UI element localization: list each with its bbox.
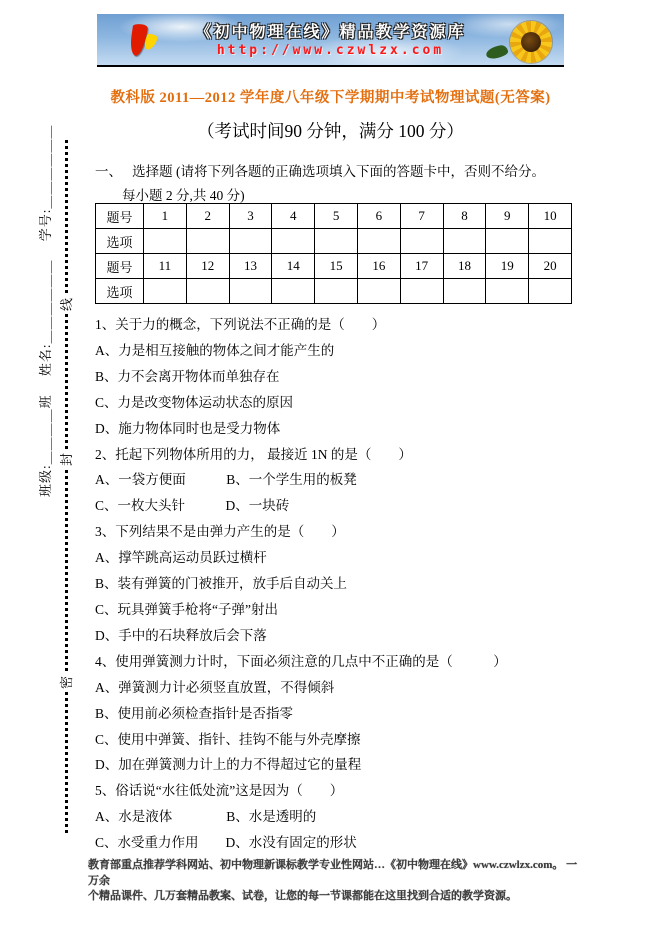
answer-cell-empty xyxy=(229,279,272,304)
question-number-cell: 13 xyxy=(229,254,272,279)
question-4 xyxy=(95,649,580,779)
question-option: D、手中的石块释放后会下落 xyxy=(95,627,267,643)
answer-cell-empty xyxy=(400,279,443,304)
table-row-numbers-11-20 xyxy=(96,254,572,279)
answer-cell-empty xyxy=(357,229,400,254)
row-header-option: 选项 xyxy=(96,279,144,304)
question-number-cell: 10 xyxy=(529,204,572,229)
question-option: C、水受重力作用 D、水没有固定的形状 xyxy=(95,835,357,851)
question-number-cell: 16 xyxy=(357,254,400,279)
question-stem: 5、俗话说“水往低处流”这是因为（ ） xyxy=(95,783,344,799)
answer-card-table xyxy=(95,203,572,304)
seal-char-feng: 封 xyxy=(57,450,76,469)
answer-cell-empty xyxy=(486,279,529,304)
row-header-option: 选项 xyxy=(96,229,144,254)
question-number-cell: 2 xyxy=(186,204,229,229)
seal-char-mi: 密 xyxy=(57,673,76,692)
answer-cell-empty xyxy=(272,279,315,304)
question-option: C、使用中弹簧、指针、挂钩不能与外壳摩擦 xyxy=(95,731,361,747)
row-header-number: 题号 xyxy=(96,204,144,229)
answer-cell-empty xyxy=(357,279,400,304)
sunflower-icon xyxy=(510,21,552,63)
question-2 xyxy=(95,442,580,520)
answer-cell-empty xyxy=(529,229,572,254)
question-number-cell: 12 xyxy=(186,254,229,279)
question-option: B、力不会离开物体而单独存在 xyxy=(95,368,280,384)
banner-site-url-link[interactable]: http://www.czwlzx.com xyxy=(216,43,445,58)
question-option: A、力是相互接触的物体之间才能产生的 xyxy=(95,342,335,358)
section-heading-line1: 一、 选择题 (请将下列各题的正确选项填入下面的答题卡中，否则不给分。 xyxy=(95,164,545,179)
question-option: C、一枚大头针 D、一块砖 xyxy=(95,498,290,514)
question-number-cell: 18 xyxy=(443,254,486,279)
answer-cell-empty xyxy=(144,279,187,304)
question-number-cell: 19 xyxy=(486,254,529,279)
answer-cell-empty xyxy=(186,229,229,254)
question-number-cell: 4 xyxy=(272,204,315,229)
footer-line-2: 个精品课件、几万套精品教案、试卷，让您的每一节课都能在这里找到合适的教学资源。 xyxy=(88,890,517,902)
site-banner xyxy=(97,14,564,67)
question-option: C、玩具弹簧手枪将“子弹”射出 xyxy=(95,601,278,617)
table-row-numbers-1-10 xyxy=(96,204,572,229)
seal-char-xian: 线 xyxy=(57,295,76,314)
question-number-cell: 15 xyxy=(315,254,358,279)
question-option: D、施力物体同时也是受力物体 xyxy=(95,420,281,436)
question-1 xyxy=(95,312,580,442)
question-number-cell: 14 xyxy=(272,254,315,279)
question-number-cell: 20 xyxy=(529,254,572,279)
answer-cell-empty xyxy=(272,229,315,254)
question-number-cell: 1 xyxy=(144,204,187,229)
question-number-cell: 11 xyxy=(144,254,187,279)
question-option: C、力是改变物体运动状态的原因 xyxy=(95,394,294,410)
question-option: A、一袋方便面 B、一个学生用的板凳 xyxy=(95,472,357,488)
question-option: D、加在弹簧测力计上的力不得超过它的量程 xyxy=(95,757,362,773)
answer-cell-empty xyxy=(529,279,572,304)
question-number-cell: 6 xyxy=(357,204,400,229)
question-3 xyxy=(95,519,580,649)
question-number-cell: 5 xyxy=(315,204,358,229)
question-5 xyxy=(95,778,580,856)
question-list xyxy=(95,312,580,856)
seal-dotted-line xyxy=(65,140,68,833)
page-subtitle: （考试时间90 分钟，满分 100 分） xyxy=(197,121,464,141)
student-info-fields: 班级:＿＿＿＿班 姓名:＿＿＿＿＿＿ 学号:＿＿＿＿＿＿ xyxy=(38,124,53,497)
question-option: B、使用前必须检查指针是否指零 xyxy=(95,705,294,721)
section-heading xyxy=(95,160,575,208)
question-option: B、装有弹簧的门被推开，放手后自动关上 xyxy=(95,576,348,592)
question-stem: 2、托起下列物体所用的力， 最接近 1N 的是（ ） xyxy=(95,446,412,462)
answer-cell-empty xyxy=(443,279,486,304)
question-option: A、弹簧测力计必须竖直放置，不得倾斜 xyxy=(95,679,335,695)
footer-promo-text xyxy=(88,858,578,905)
section-heading-line2: 每小题 2 分,共 40 分) xyxy=(122,188,245,203)
question-stem: 3、下列结果不是由弹力产生的是（ ） xyxy=(95,524,345,540)
question-option: A、撑竿跳高运动员跃过横杆 xyxy=(95,550,267,566)
answer-cell-empty xyxy=(315,229,358,254)
answer-cell-empty xyxy=(486,229,529,254)
row-header-number: 题号 xyxy=(96,254,144,279)
answer-cell-empty xyxy=(144,229,187,254)
banner-site-name: 《初中物理在线》精品教学资源库 xyxy=(195,24,466,41)
question-number-cell: 17 xyxy=(400,254,443,279)
table-row-options-1-10 xyxy=(96,229,572,254)
question-number-cell: 7 xyxy=(400,204,443,229)
page-title: 教科版 2011—2012 学年度八年级下学期期中考试物理试题(无答案) xyxy=(110,90,551,106)
question-number-cell: 3 xyxy=(229,204,272,229)
question-stem: 1、关于力的概念，下列说法不正确的是（ ） xyxy=(95,317,386,332)
answer-cell-empty xyxy=(229,229,272,254)
question-number-cell: 9 xyxy=(486,204,529,229)
answer-cell-empty xyxy=(400,229,443,254)
question-number-cell: 8 xyxy=(443,204,486,229)
answer-cell-empty xyxy=(443,229,486,254)
answer-cell-empty xyxy=(186,279,229,304)
question-option: A、水是液体 B、水是透明的 xyxy=(95,809,317,825)
question-stem: 4、使用弹簧测力计时，下面必须注意的几点中不正确的是（ ） xyxy=(95,653,507,669)
table-row-options-11-20 xyxy=(96,279,572,304)
footer-line-1: 教育部重点推荐学科网站、初中物理新课标教学专业性网站…《初中物理在线》www.czwlzx.com。 一万余 xyxy=(88,859,578,887)
answer-cell-empty xyxy=(315,279,358,304)
